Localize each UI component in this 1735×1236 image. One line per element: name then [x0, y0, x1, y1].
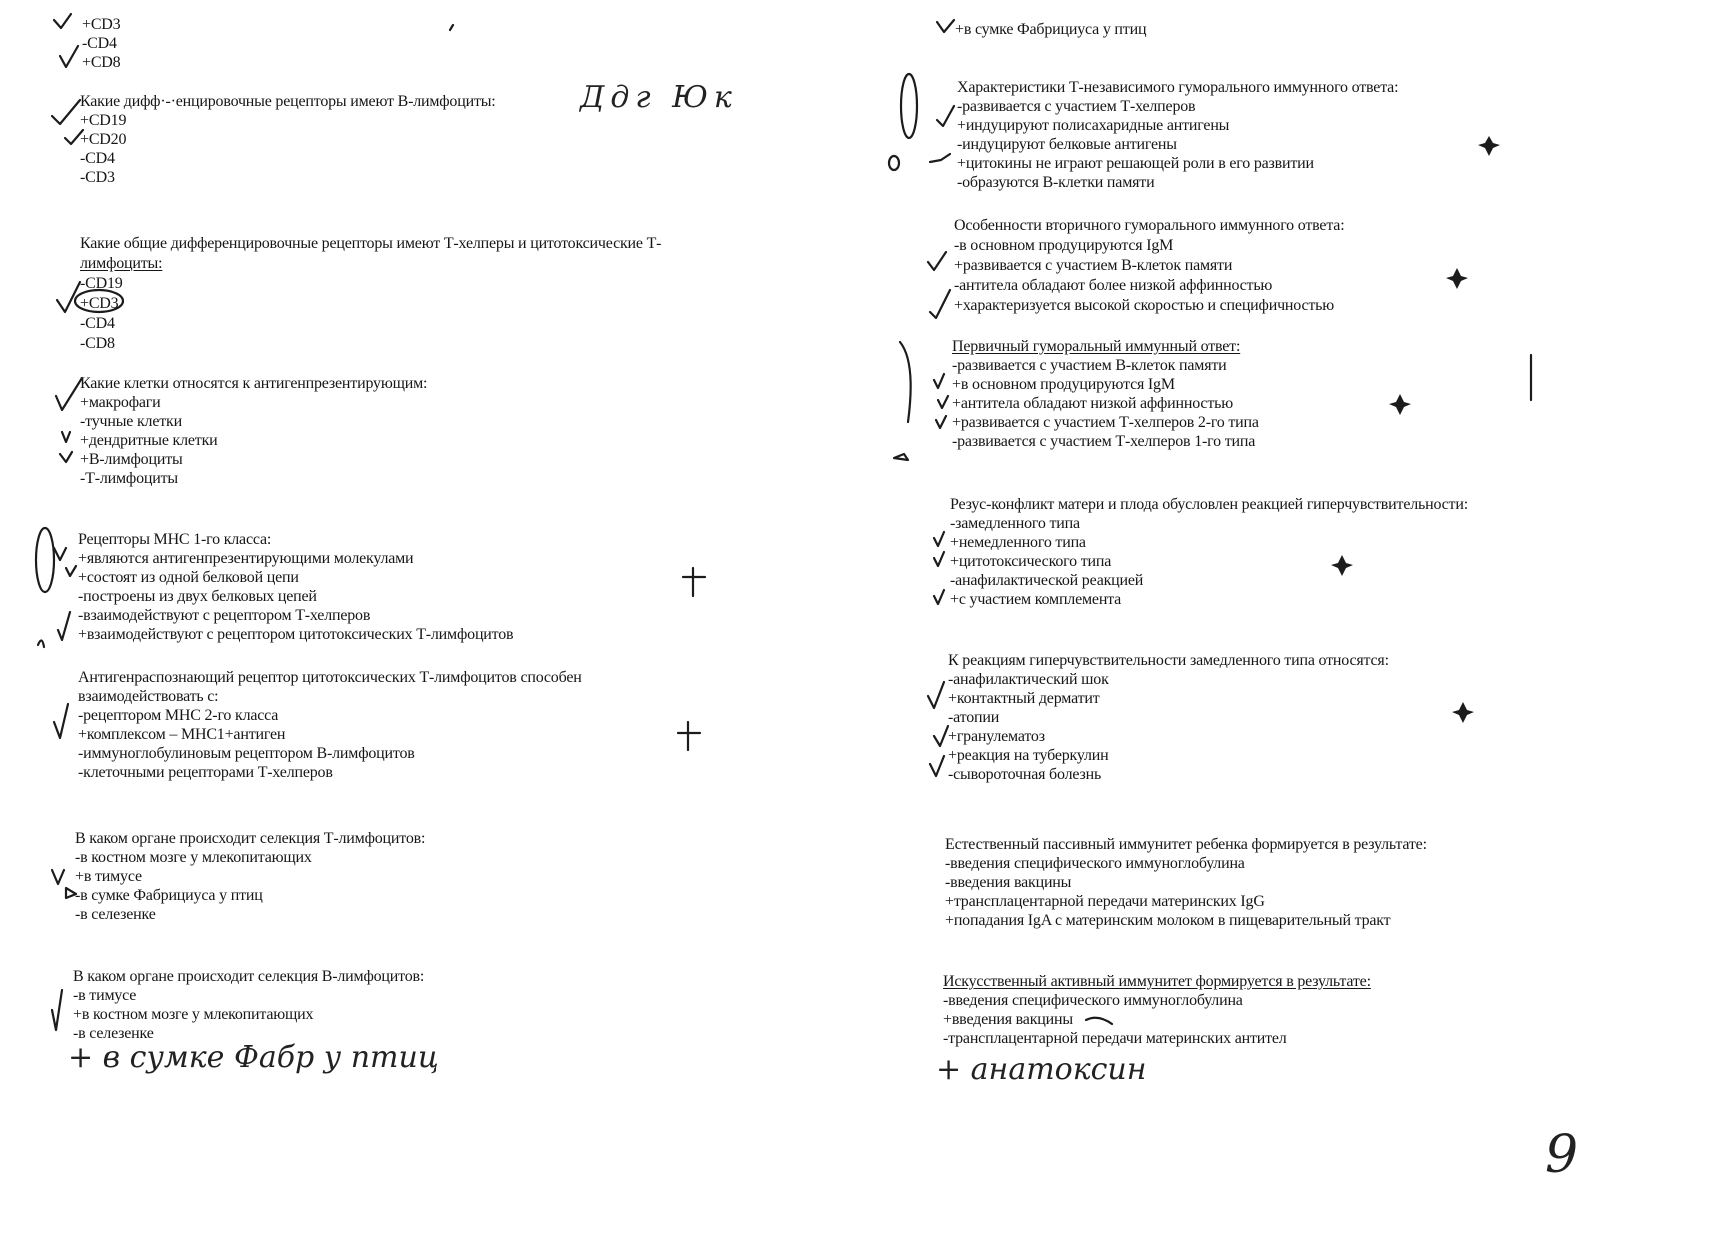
checkmark-icon: [52, 100, 80, 124]
answer-option: +в костном мозге у млекопитающих: [73, 1006, 314, 1023]
checkmark-icon: [54, 14, 71, 28]
star-icon: [1389, 394, 1411, 415]
answer-option: +CD20: [80, 131, 127, 148]
checkmark-icon: [66, 566, 76, 576]
star-icon: [1331, 555, 1353, 576]
question-text: В каком органе происходит селекция Т-лимфоцитов:: [75, 830, 426, 847]
answer-option: -CD3: [80, 169, 115, 186]
answer-option: -Т-лимфоциты: [80, 470, 178, 487]
answer-option: +В-лимфоциты: [80, 451, 183, 468]
checkmark-icon: [934, 590, 944, 604]
answer-option: +развивается с участием Т-хелперов 2-го типа: [952, 414, 1259, 431]
answer-option: -введения вакцины: [945, 874, 1072, 891]
fragment-line: +CD3: [82, 16, 121, 33]
fragment-line: +CD8: [82, 54, 121, 71]
answer-option: -CD19: [80, 275, 123, 292]
strike-mark: [1086, 1018, 1112, 1024]
answer-option: -замедленного типа: [950, 515, 1080, 532]
answer-option: +комплексом – МНС1+антиген: [78, 726, 286, 743]
checkmark-icon: [54, 704, 68, 738]
checkmark-icon: [930, 290, 950, 318]
scribble-mark: [38, 640, 44, 647]
checkmark-icon: [65, 130, 83, 144]
checkmark-icon: [58, 612, 70, 640]
header-scribble: Ддг Юк: [580, 80, 738, 115]
scribble-mark: [450, 25, 453, 30]
answer-option: +антитела обладают низкой аффинностью: [952, 395, 1233, 412]
answer-option: -анафилактической реакцией: [950, 572, 1144, 589]
answer-option: -в основном продуцируются IgM: [954, 237, 1174, 254]
answer-option: -в селезенке: [73, 1025, 154, 1042]
checkmark-icon: [60, 452, 72, 462]
answer-option: -развивается с участием В-клеток памяти: [952, 357, 1227, 374]
checkmark-icon: [934, 726, 948, 746]
question-text: Какие клетки относятся к антигенпрезентирующим:: [80, 375, 428, 392]
answer-option: +трансплацентарной передачи материнских IgG: [945, 893, 1265, 910]
bracket-mark: [900, 342, 911, 422]
question-text: Искусственный активный иммунитет формируется в результате:: [943, 973, 1371, 990]
answer-option: -в тимусе: [73, 987, 137, 1004]
answer-option: +гранулематоз: [948, 728, 1045, 745]
question-text: Естественный пассивный иммунитет ребенка формируется в результате:: [945, 836, 1427, 853]
answer-option: -иммуноглобулиновым рецептором В-лимфоцитов: [78, 745, 415, 762]
answer-option: +CD3: [80, 295, 119, 312]
answer-option: -антитела обладают более низкой аффинностью: [954, 277, 1273, 294]
question-text: Первичный гуморальный иммунный ответ:: [952, 338, 1241, 355]
answer-option: +цитокины не играют решающей роли в его развитии: [957, 155, 1314, 172]
answer-option: +цитотоксического типа: [950, 553, 1112, 570]
answer-option: +характеризуется высокой скоростью и специфичностью: [954, 297, 1335, 314]
answer-option: -построены из двух белковых цепей: [78, 588, 317, 605]
question-text: Какие дифф·-·енцировочные рецепторы имеют В-лимфоциты:: [80, 93, 496, 110]
answer-option: -введения специфического иммуноглобулина: [945, 855, 1245, 872]
answer-option: +развивается с участием В-клеток памяти: [954, 257, 1233, 274]
answer-option: -анафилактический шок: [948, 671, 1109, 688]
plus-icon: [683, 568, 705, 596]
checkmark-icon: [52, 990, 62, 1030]
answer-option: -трансплацентарной передачи материнских антител: [943, 1030, 1287, 1047]
answer-option: -тучные клетки: [80, 413, 182, 430]
answer-option: -развивается с участием Т-хелперов: [957, 98, 1196, 115]
handwritten-answer-left: + в сумке Фабр у птиц: [68, 1040, 439, 1075]
checkmark-icon: [54, 548, 66, 560]
star-icon: [1478, 136, 1500, 156]
answer-option: +макрофаги: [80, 394, 161, 411]
question-text: Резус-конфликт матери и плода обусловлен реакцией гиперчувствительности:: [950, 496, 1468, 513]
answer-option: +являются антигенпрезентирующими молекулами: [78, 550, 414, 567]
checkmark-icon: [928, 252, 946, 270]
star-icon: [1446, 268, 1468, 289]
checkmark-icon: [930, 154, 950, 162]
answer-option: -CD8: [80, 335, 115, 352]
right-top-fragment: +в сумке Фабрициуса у птиц: [955, 21, 1147, 38]
checkmark-icon: [937, 106, 954, 126]
answer-option: -клеточными рецепторами Т-хелперов: [78, 764, 333, 781]
answer-option: +дендритные клетки: [80, 432, 218, 449]
checkmark-icon: [934, 374, 944, 388]
answer-option: -взаимодействуют с рецептором Т-хелперов: [78, 607, 371, 624]
star-icon: [1452, 702, 1474, 723]
checkmark-icon: [62, 432, 70, 442]
handwritten-answer-right: + анатоксин: [936, 1052, 1147, 1087]
scribble-mark: [894, 454, 908, 460]
checkmark-icon: [936, 416, 946, 428]
checkmark-icon: [937, 20, 954, 32]
answer-option: +состоят из одной белковой цепи: [78, 569, 299, 586]
checkmark-icon: [930, 756, 944, 776]
checkmark-icon: [934, 552, 944, 566]
answer-option: +контактный дерматит: [948, 690, 1100, 707]
answer-option: -сывороточная болезнь: [948, 766, 1102, 783]
answer-option: +взаимодействуют с рецептором цитотоксических Т-лимфоцитов: [78, 626, 514, 643]
answer-option: +с участием комплемента: [950, 591, 1122, 608]
answer-option: -введения специфического иммуноглобулина: [943, 992, 1243, 1009]
answer-option: -в селезенке: [75, 906, 156, 923]
plus-icon: [678, 722, 700, 750]
question-text: Рецепторы МНС 1-го класса:: [78, 531, 272, 548]
scribble-mark: [66, 888, 76, 898]
answer-option: +индуцируют полисахаридные антигены: [957, 117, 1230, 134]
answer-option: -рецептором МНС 2-го класса: [78, 707, 279, 724]
checkmark-icon: [52, 870, 64, 884]
question-text: К реакциям гиперчувствительности замедленного типа относятся:: [948, 652, 1389, 669]
question-text: Характеристики Т-независимого гуморального иммунного ответа:: [957, 79, 1399, 96]
answer-option: +в основном продуцируются IgM: [952, 376, 1175, 393]
answer-option: -в костном мозге у млекопитающих: [75, 849, 312, 866]
answer-option: -в сумке Фабрициуса у птиц: [75, 887, 263, 904]
answer-option: +реакция на туберкулин: [948, 747, 1109, 764]
answer-option: +попадания IgA с материнским молоком в пищеварительный тракт: [945, 912, 1391, 929]
checkmark-icon: [56, 378, 82, 410]
checkmark-icon: [938, 396, 948, 408]
answer-option: -развивается с участием Т-хелперов 1-го типа: [952, 433, 1256, 450]
circle-mark: [889, 156, 899, 170]
answer-option: +введения вакцины: [943, 1011, 1073, 1028]
question-text: Какие общие дифференцировочные рецепторы имеют Т-хелперы и цитотоксические Т-: [80, 235, 662, 252]
checkmark-icon: [928, 682, 944, 708]
answer-option: -атопии: [948, 709, 1000, 726]
page-number: 9: [1545, 1125, 1579, 1185]
fragment-line: -CD4: [82, 35, 117, 52]
answer-option: +в тимусе: [75, 868, 142, 885]
answer-option: +CD19: [80, 112, 127, 129]
answer-option: -индуцируют белковые антигены: [957, 136, 1177, 153]
answer-option: -CD4: [80, 150, 115, 167]
answer-option: +немедленного типа: [950, 534, 1086, 551]
question-text: Особенности вторичного гуморального иммунного ответа:: [954, 217, 1345, 234]
question-text: лимфоциты:: [80, 255, 163, 272]
circle-mark: [75, 290, 123, 312]
answer-option: -образуются В-клетки памяти: [957, 174, 1155, 191]
checkmark-icon: [60, 46, 78, 67]
question-text: взаимодействовать с:: [78, 688, 219, 705]
checkmark-icon: [934, 532, 944, 546]
question-text: В каком органе происходит селекция В-лимфоцитов:: [73, 968, 425, 985]
circle-mark: [36, 528, 54, 592]
answer-option: -CD4: [80, 315, 115, 332]
question-text: Антигенраспознающий рецептор цитотоксических Т-лимфоцитов способен: [78, 669, 582, 686]
circle-mark: [901, 74, 917, 138]
